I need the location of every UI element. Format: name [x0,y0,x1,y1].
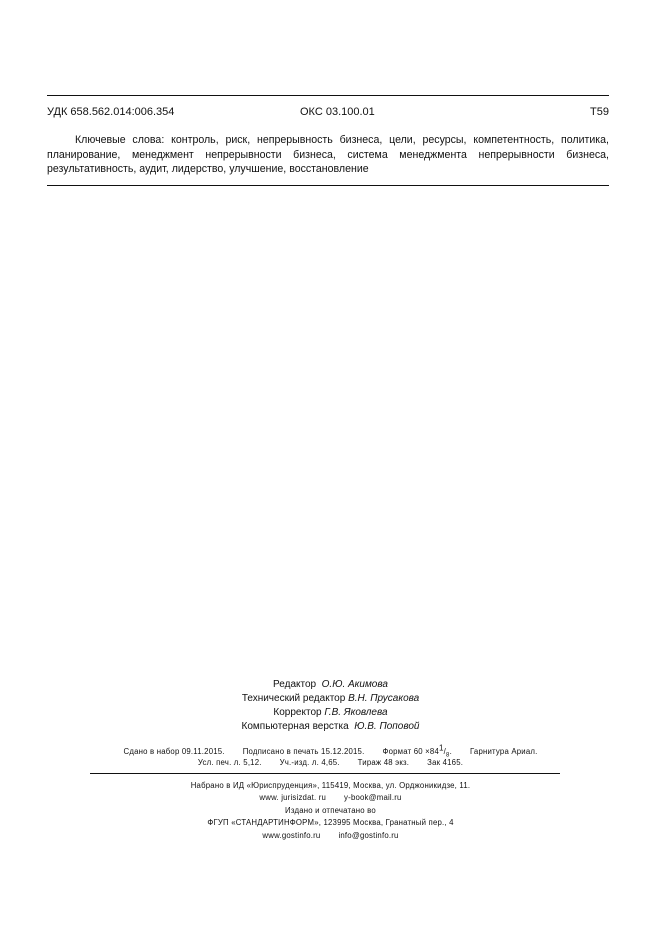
credit-layout: Компьютерная верстка Ю.В. Поповой [241,721,420,732]
oks-code: ОКС 03.100.01 [300,106,375,118]
imprint-line-2: Усл. печ. л. 5,12. Уч.-изд. л. 4,65. Тираж 48 экз. Зак 4165. [197,758,464,767]
printer-contacts: www.gostinfo.ru info@gostinfo.ru [262,831,399,840]
imprint-line-1: Сдано в набор 09.11.2015. Подписано в печать 15.12.2015. Формат $60 \times 84^1/_8$. Гарнитура Ариал. [123,743,538,759]
classification-code: Т59 [590,106,609,118]
typeset-info: Набрано в ИД «Юриспруденция», 115419, Москва, ул. Орджоникидзе, 11. [190,781,471,790]
credit-editor: Редактор О.Ю. Акимова [273,679,388,690]
udk-code: УДК 658.562.014:006.354 [47,106,175,118]
credit-proofreader: Корректор Г.В. Яковлева [273,707,388,718]
printer-info: ФГУП «СТАНДАРТИНФОРМ», 123995 Москва, Гранатный пер., 4 [207,818,454,827]
top-rule [47,95,609,96]
keywords-paragraph: Ключевые слова: контроль, риск, непрерывность бизнеса, цели, ресурсы, компетентность, политика, планирование, менеджмент непрерывности бизнеса, система менеджмента непрерывности бизнеса, результативность, аудит, лидерство, улучшение, восстановление [47,134,609,175]
imprint-rule [90,773,560,774]
typeset-contacts: www. jurisizdat. ru y-book@mail.ru [259,793,402,802]
credit-tech-editor: Технический редактор В.Н. Прусакова [241,693,420,704]
keywords-rule [47,185,609,186]
printed-label: Издано и отпечатано во [285,806,376,815]
